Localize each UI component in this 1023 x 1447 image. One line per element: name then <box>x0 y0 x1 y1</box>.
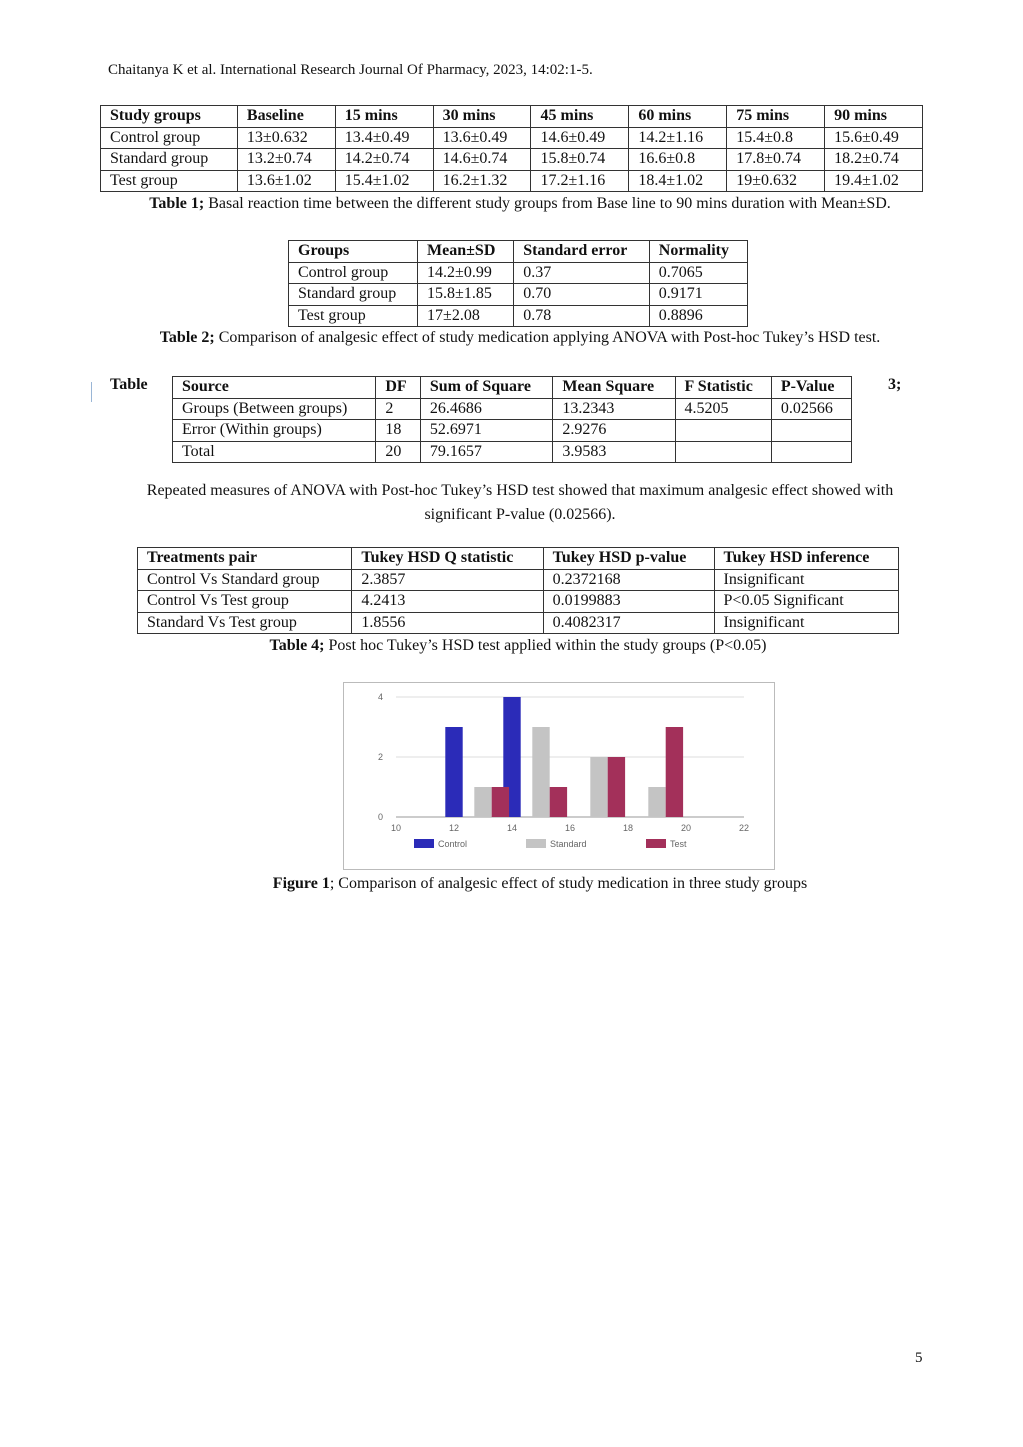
bar-test <box>608 757 625 817</box>
legend-label: Standard <box>550 839 587 849</box>
table-row <box>138 569 899 591</box>
table-cell: 17±2.08 <box>418 305 514 327</box>
table-cell <box>675 420 771 442</box>
bar-test <box>550 787 567 817</box>
margin-mark <box>91 382 92 402</box>
table-cell: 15.4±1.02 <box>335 170 433 192</box>
x-tick-label: 16 <box>564 823 576 833</box>
table-cell: 0.02566 <box>771 398 851 420</box>
table-cell: Control group <box>289 262 418 284</box>
table-cell: 0.37 <box>514 262 650 284</box>
column-header: 90 mins <box>825 106 923 128</box>
y-tick-label: 4 <box>378 692 384 702</box>
anova-paragraph: Repeated measures of ANOVA with Post-hoc Tukey’s HSD test showed that maximum analgesic effect showed with significant P-value (0.02566). <box>146 482 894 523</box>
table-cell: 2 <box>376 398 421 420</box>
table-cell: 0.0199883 <box>543 591 714 613</box>
table-header-row <box>289 241 748 263</box>
table-cell: 14.2±1.16 <box>629 127 727 149</box>
column-header: Baseline <box>237 106 335 128</box>
table-cell: 0.2372168 <box>543 569 714 591</box>
bar-chart <box>344 683 774 869</box>
table-cell: Error (Within groups) <box>173 420 376 442</box>
caption-text: Comparison of analgesic effect of study medication applying ANOVA with Post-hoc Tukey’s HSD test. <box>214 329 881 346</box>
x-tick-label: 20 <box>680 823 692 833</box>
table-cell: 16.2±1.32 <box>433 170 531 192</box>
column-header: Source <box>173 377 376 399</box>
table-header-row <box>138 548 899 570</box>
table-cell: 0.7065 <box>649 262 747 284</box>
caption-text: Post hoc Tukey’s HSD test applied within the study groups (P<0.05) <box>324 637 767 654</box>
table-cell: 17.2±1.16 <box>531 170 629 192</box>
bar-standard <box>474 787 491 817</box>
table-cell: 0.78 <box>514 305 650 327</box>
table-row <box>173 398 852 420</box>
table-cell: 0.8896 <box>649 305 747 327</box>
table-cell: Total <box>173 441 376 463</box>
running-header: Chaitanya K et al. International Research Journal Of Pharmacy, 2023, 14:02:1-5. <box>108 62 593 78</box>
column-header: 60 mins <box>629 106 727 128</box>
table-row <box>101 149 923 171</box>
table-cell: 15.8±0.74 <box>531 149 629 171</box>
table-cell: Groups (Between groups) <box>173 398 376 420</box>
column-header: DF <box>376 377 421 399</box>
bar-control <box>445 727 462 817</box>
table-3-label: Table <box>110 376 148 393</box>
table-row <box>289 262 748 284</box>
y-tick-label: 2 <box>378 752 384 762</box>
column-header: Tukey HSD inference <box>714 548 898 570</box>
column-header: Normality <box>649 241 747 263</box>
y-tick-label: 0 <box>378 812 384 822</box>
caption-label: Table 4; <box>269 637 325 654</box>
table-cell: P<0.05 Significant <box>714 591 898 613</box>
table-cell: 14.6±0.74 <box>433 149 531 171</box>
bar-standard <box>532 727 549 817</box>
table-4-caption <box>137 634 899 658</box>
column-header: Tukey HSD Q statistic <box>352 548 543 570</box>
figure-1-caption <box>150 872 930 896</box>
column-header: Study groups <box>101 106 238 128</box>
column-header: 30 mins <box>433 106 531 128</box>
x-tick-label: 18 <box>622 823 634 833</box>
table-cell: 16.6±0.8 <box>629 149 727 171</box>
table-cell: 15.6±0.49 <box>825 127 923 149</box>
table-cell: 2.9276 <box>553 420 675 442</box>
table-cell: 19.4±1.02 <box>825 170 923 192</box>
table-cell: 79.1657 <box>420 441 552 463</box>
table-1-caption <box>130 192 910 216</box>
table-cell: Standard Vs Test group <box>138 612 352 634</box>
table-cell: 15.4±0.8 <box>727 127 825 149</box>
column-header: 15 mins <box>335 106 433 128</box>
table-cell: 18 <box>376 420 421 442</box>
table-cell: 26.4686 <box>420 398 552 420</box>
column-header: 75 mins <box>727 106 825 128</box>
column-header: Mean±SD <box>418 241 514 263</box>
table-cell: Standard group <box>289 284 418 306</box>
table-cell: Control Vs Test group <box>138 591 352 613</box>
table-cell: Test group <box>289 305 418 327</box>
column-header: Sum of Square <box>420 377 552 399</box>
page-number: 5 <box>915 1350 923 1366</box>
table-row <box>289 284 748 306</box>
bar-standard <box>590 757 607 817</box>
table-cell: 2.3857 <box>352 569 543 591</box>
table-cell: 18.4±1.02 <box>629 170 727 192</box>
caption-label: Figure 1 <box>272 875 330 892</box>
table-row <box>101 127 923 149</box>
column-header: Tukey HSD p-value <box>543 548 714 570</box>
x-tick-label: 10 <box>390 823 402 833</box>
table-cell: 1.8556 <box>352 612 543 634</box>
table-3-label-suffix: 3; <box>888 376 902 393</box>
figure-1-chart <box>343 682 775 870</box>
table-cell: 0.9171 <box>649 284 747 306</box>
table-1 <box>100 105 923 192</box>
table-4 <box>137 547 899 634</box>
table-header-row <box>101 106 923 128</box>
table-cell: Insignificant <box>714 612 898 634</box>
caption-text: ; Comparison of analgesic effect of study medication in three study groups <box>329 875 808 892</box>
table-header-row <box>173 377 852 399</box>
table-cell: Control group <box>101 127 238 149</box>
table-2 <box>288 240 748 327</box>
table-cell: Test group <box>101 170 238 192</box>
table-cell <box>771 441 851 463</box>
table-cell: 13.2343 <box>553 398 675 420</box>
table-row <box>173 441 852 463</box>
table-cell: 20 <box>376 441 421 463</box>
table-row <box>289 305 748 327</box>
table-cell: 14.6±0.49 <box>531 127 629 149</box>
legend-swatch <box>646 839 666 848</box>
column-header: P-Value <box>771 377 851 399</box>
bar-test <box>666 727 683 817</box>
column-header: 45 mins <box>531 106 629 128</box>
table-cell <box>771 420 851 442</box>
caption-text: Basal reaction time between the different study groups from Base line to 90 mins duration with Mean±SD. <box>204 195 891 212</box>
table-row <box>138 591 899 613</box>
table-cell: 13±0.632 <box>237 127 335 149</box>
legend-label: Control <box>438 839 468 849</box>
table-cell <box>675 441 771 463</box>
table-row <box>101 170 923 192</box>
table-cell: 0.4082317 <box>543 612 714 634</box>
legend-label: Test <box>670 839 687 849</box>
table-row <box>138 612 899 634</box>
bar-test <box>492 787 509 817</box>
table-cell: 17.8±0.74 <box>727 149 825 171</box>
table-cell: 13.2±0.74 <box>237 149 335 171</box>
caption-label: Table 1; <box>149 195 205 212</box>
table-cell: 15.8±1.85 <box>418 284 514 306</box>
table-2-caption <box>110 326 930 350</box>
table-cell: 4.5205 <box>675 398 771 420</box>
column-header: Standard error <box>514 241 650 263</box>
caption-label: Table 2; <box>159 329 215 346</box>
legend-swatch <box>526 839 546 848</box>
table-cell: 14.2±0.99 <box>418 262 514 284</box>
column-header: F Statistic <box>675 377 771 399</box>
table-cell: Standard group <box>101 149 238 171</box>
table-cell: 0.70 <box>514 284 650 306</box>
column-header: Treatments pair <box>138 548 352 570</box>
table-cell: Control Vs Standard group <box>138 569 352 591</box>
x-tick-label: 14 <box>506 823 518 833</box>
bar-standard <box>648 787 665 817</box>
table-cell: 18.2±0.74 <box>825 149 923 171</box>
table-cell: 19±0.632 <box>727 170 825 192</box>
table-3 <box>172 376 852 463</box>
column-header: Mean Square <box>553 377 675 399</box>
x-tick-label: 12 <box>448 823 460 833</box>
table-cell: 4.2413 <box>352 591 543 613</box>
table-cell: 14.2±0.74 <box>335 149 433 171</box>
table-cell: Insignificant <box>714 569 898 591</box>
table-cell: 52.6971 <box>420 420 552 442</box>
table-cell: 13.4±0.49 <box>335 127 433 149</box>
table-cell: 3.9583 <box>553 441 675 463</box>
column-header: Groups <box>289 241 418 263</box>
legend-swatch <box>414 839 434 848</box>
table-cell: 13.6±0.49 <box>433 127 531 149</box>
x-tick-label: 22 <box>738 823 750 833</box>
table-cell: 13.6±1.02 <box>237 170 335 192</box>
table-row <box>173 420 852 442</box>
